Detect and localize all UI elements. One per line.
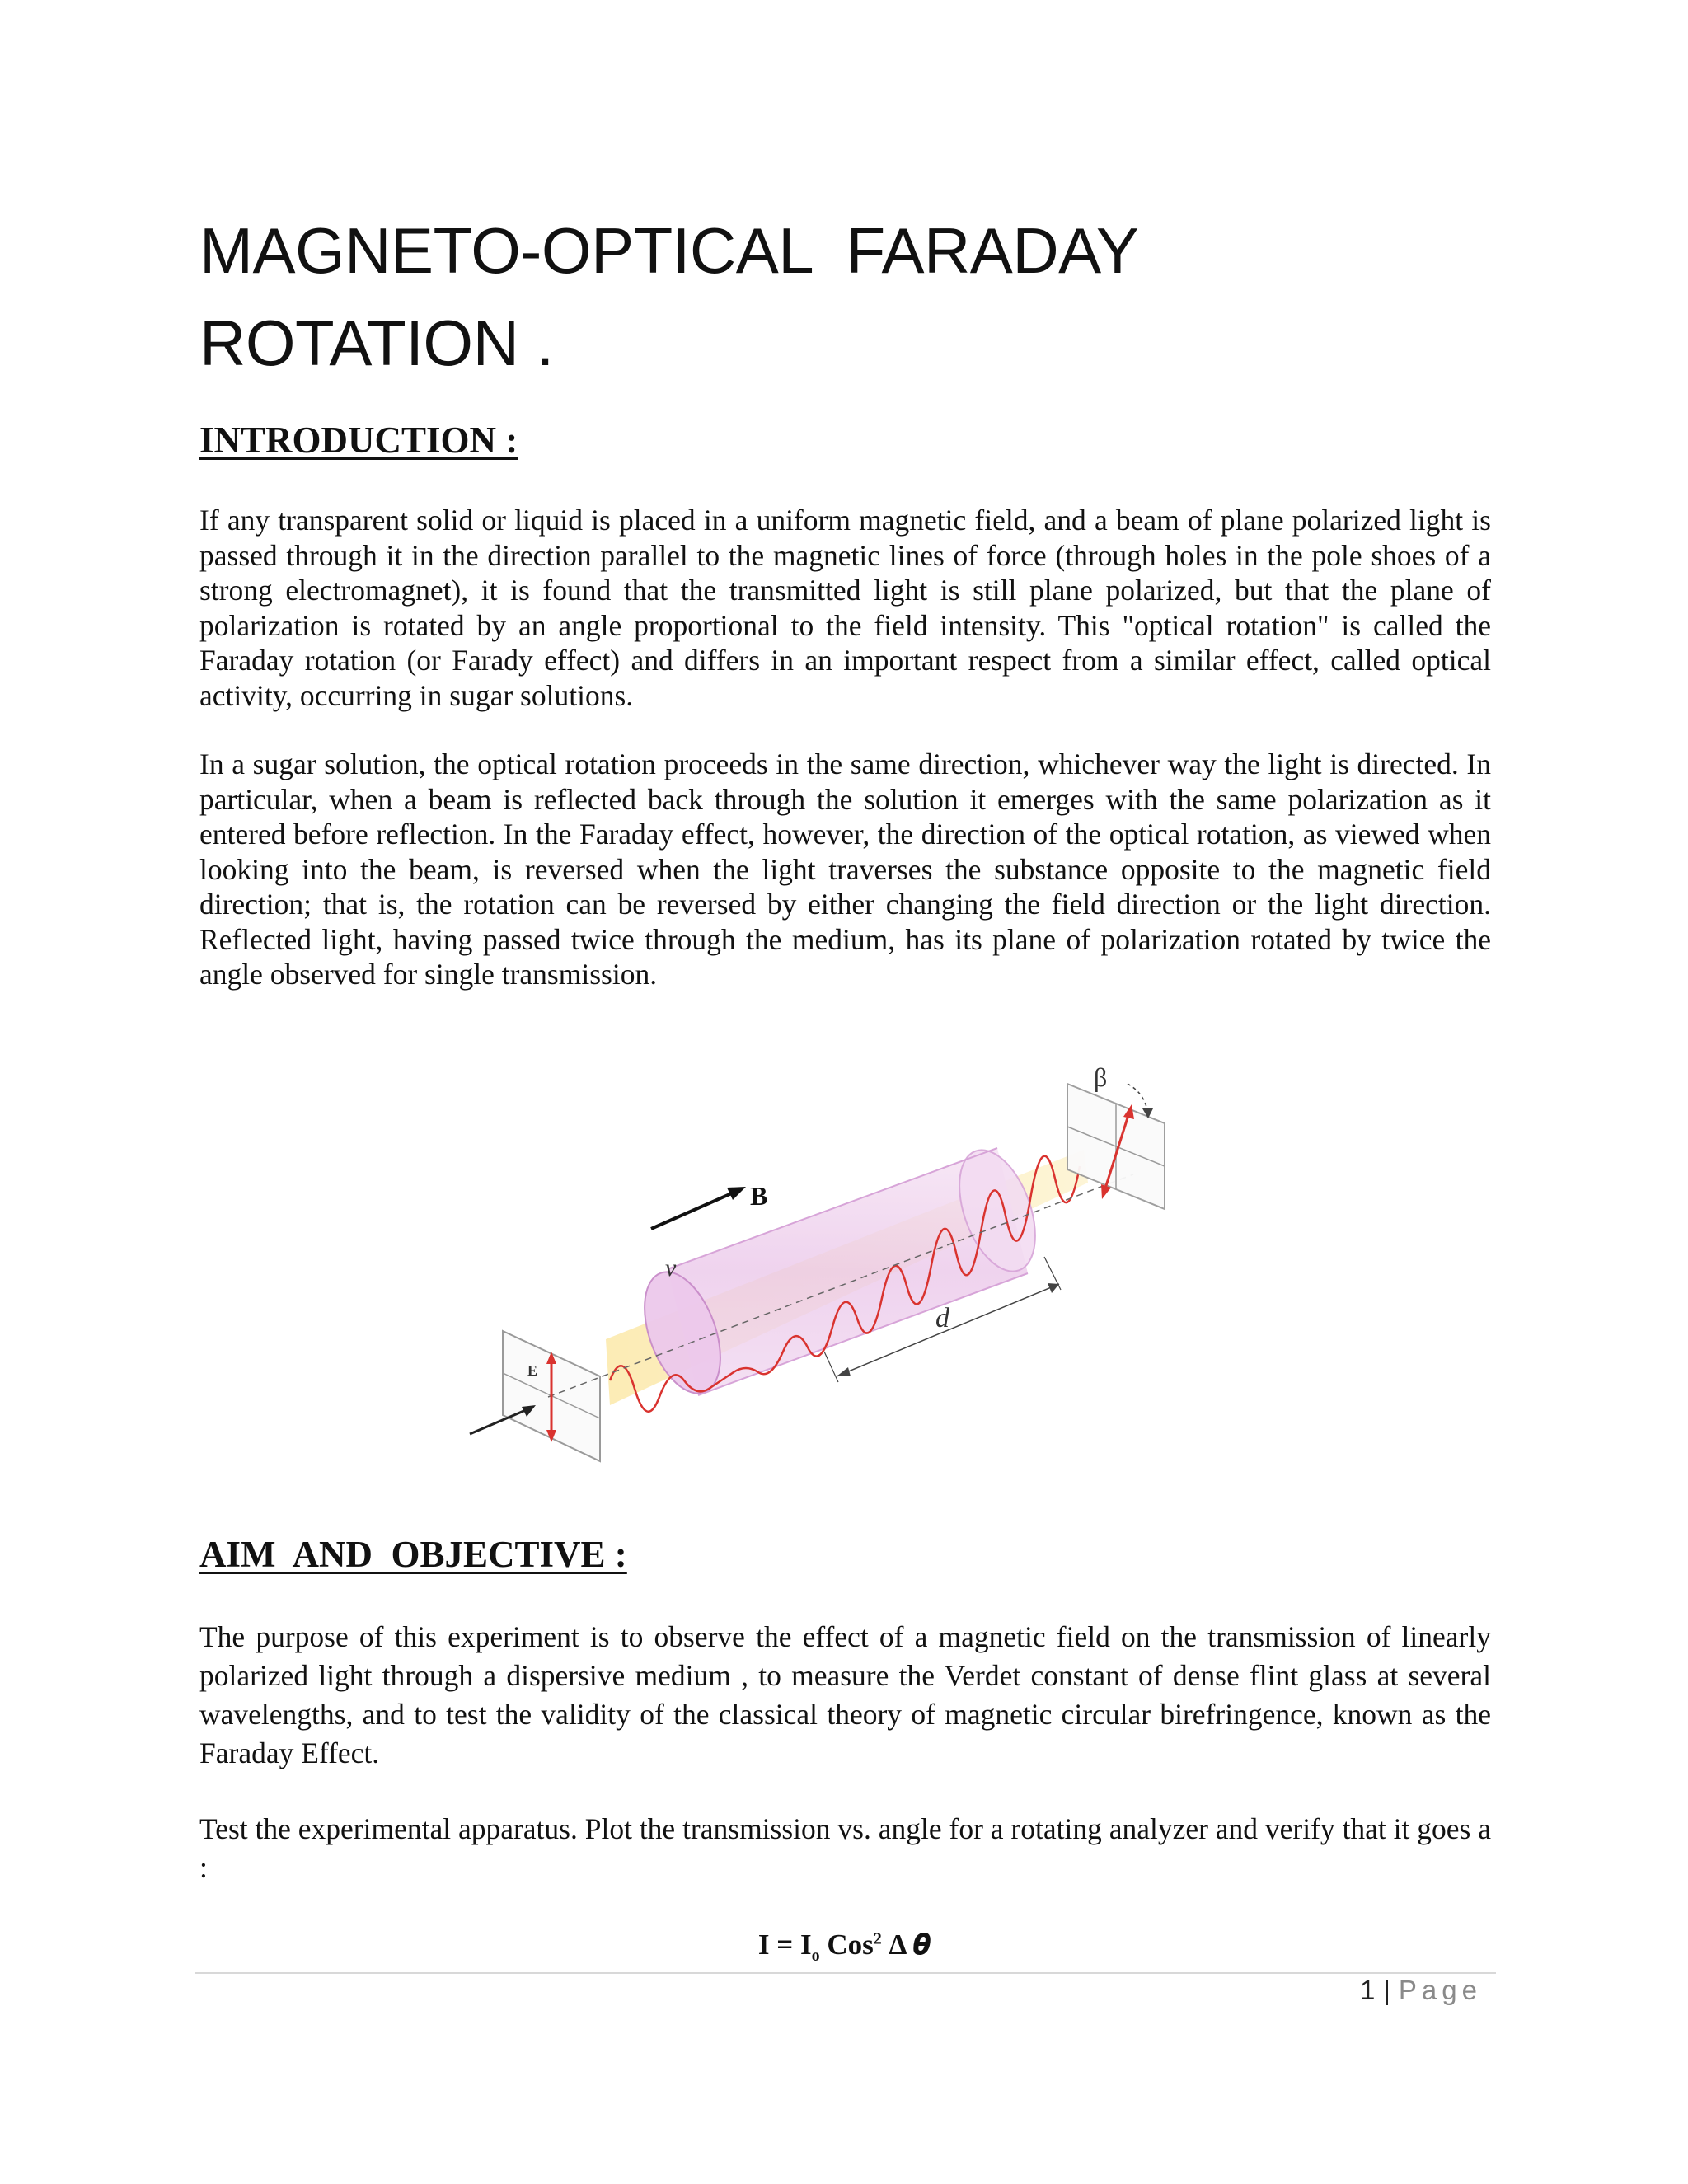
formula-lhs: I = I [757, 1929, 812, 1961]
introduction-heading: INTRODUCTION : [199, 419, 518, 461]
aim-objective-heading: AIM AND OBJECTIVE : [199, 1534, 627, 1575]
dispersive-medium-cylinder [630, 1140, 1050, 1404]
page-label: Page [1398, 1975, 1482, 2005]
formula-subscript: o [811, 1947, 820, 1965]
label-e: E [528, 1362, 538, 1379]
footer-separator: | [1383, 1975, 1390, 2005]
label-beta: β [1094, 1062, 1108, 1092]
page-number: 1 [1359, 1975, 1376, 2005]
magnetic-field-arrow [651, 1181, 767, 1229]
label-d: d [935, 1303, 950, 1333]
malus-law-formula [0, 1929, 1688, 1966]
introduction-paragraph-1: If any transparent solid or liquid is placed in a uniform magnetic field, and a beam of plane polarized light is passed through it in the direction parallel to the magnetic lines of force (through holes in the pole shoes of a strong electromagnet), it is found that the transmitted light is still plane polarized, but that the plane of polarization is rotated by an angle proportional to the field intensity. This "optical rotation" is called the Faraday rotation (or Farady effect) and differs in an important respect from a similar effect, called optical activity, occurring in sugar solutions. [199, 504, 1491, 712]
output-analyzer [1067, 1062, 1165, 1209]
page-title [199, 204, 1353, 389]
formula-rhs: Δ 𝜽 [881, 1929, 931, 1961]
title-line-2: ROTATION . [199, 307, 554, 379]
title-line-1: MAGNETO-OPTICAL FARADAY [199, 214, 1139, 287]
label-v: v [665, 1254, 677, 1282]
formula-superscript: 2 [873, 1929, 882, 1948]
aim-paragraph-1: The purpose of this experiment is to observe the effect of a magnetic field on the transmission of linearly polarized light through a dispersive medium , to measure the Verdet constant of dense flint glass at several wavelengths, and to test the validity of the classical theory of magnetic circular birefringence, known as the Faraday Effect. [199, 1620, 1491, 1769]
introduction-paragraph-2: In a sugar solution, the optical rotation proceeds in the same direction, whichever way the light is directed. In particular, when a beam is reflected back through the solution it emerges with the same polarization as it entered before reflection. In the Faraday effect, however, the direction of the optical rotation, as viewed when looking into the beam, is reversed when the light traverses the substance opposite to the magnetic field direction; that is, the rotation can be reversed by either changing the field direction or the light direction. Reflected light, having passed twice through the medium, has its plane of polarization rotated by twice the angle observed for single transmission. [199, 748, 1491, 991]
faraday-rotation-diagram [449, 1059, 1175, 1463]
aim-paragraph-2: Test the experimental apparatus. Plot the transmission vs. angle for a rotating analyzer and verify that it goes a : [199, 1812, 1491, 1884]
label-b: B [750, 1181, 768, 1211]
footer-divider [195, 1972, 1496, 1974]
page-footer [1360, 1975, 1482, 2006]
formula-cos: Cos [819, 1929, 874, 1961]
